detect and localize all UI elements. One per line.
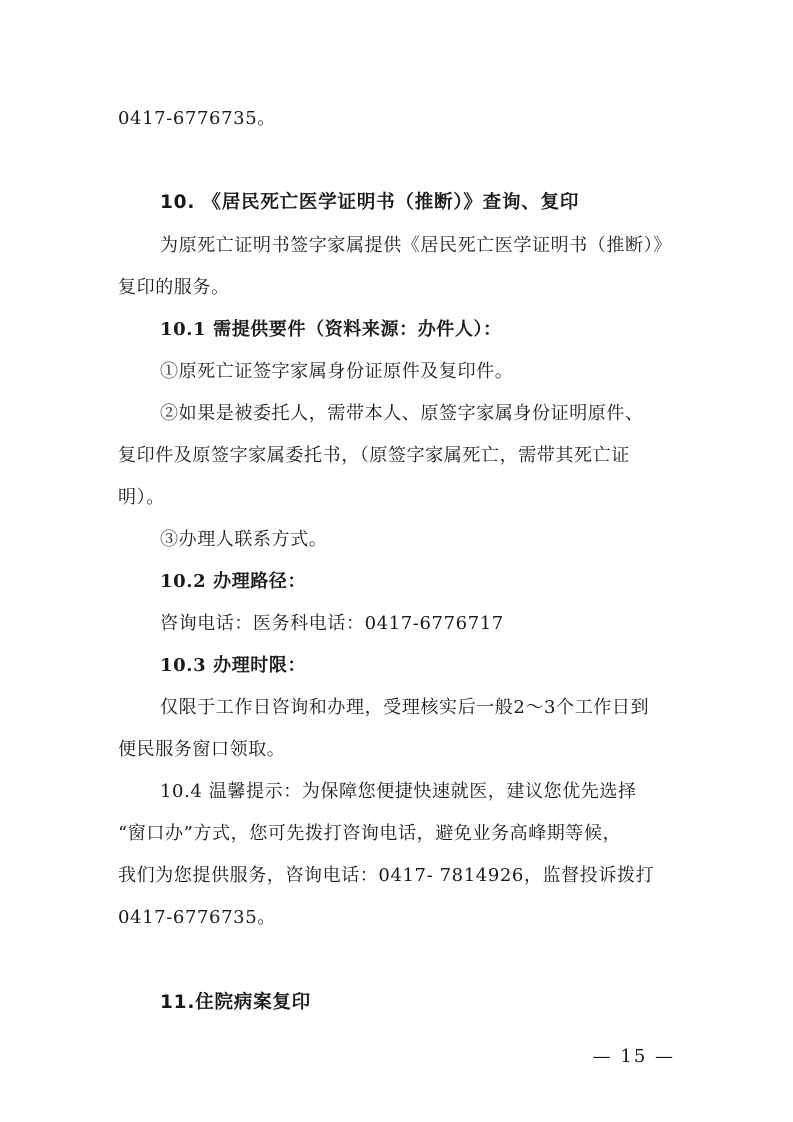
list-item: ①原死亡证签字家属身份证原件及复印件。 (160, 361, 514, 382)
list-item: ②如果是被委托人，需带本人、原签字家属身份证明原件、 (160, 403, 644, 424)
text-line: “窗口办”方式，您可先拨打咨询电话，避免业务高峰期等候， (118, 823, 622, 844)
section-heading-11: 11.住院病案复印 (160, 992, 311, 1013)
text-line: 便民服务窗口领取。 (118, 739, 286, 760)
text-line: 咨询电话：医务科电话：0417-6776717 (160, 613, 504, 634)
text-line: 仅限于工作日咨询和办理，受理核实后一般2～3个工作日到 (160, 697, 650, 718)
section-heading-10: 10. 《居民死亡医学证明书（推断）》查询、复印 (160, 192, 580, 213)
text-line: 明）。 (118, 487, 165, 508)
text-line: 复印件及原签字家属委托书，（原签字家属死亡，需带其死亡证 (118, 445, 630, 466)
text-line: 复印的服务。 (118, 277, 230, 298)
subheading-10-1: 10.1 需提供要件（资料来源：办件人）： (160, 319, 502, 340)
text-line: 我们为您提供服务，咨询电话：0417- 7814926，监督投诉拨打 (118, 865, 655, 886)
subheading-10-3: 10.3 办理时限： (160, 655, 307, 676)
page-number: — 15 — (592, 1046, 675, 1067)
text-line: 为原死亡证明书签字家属提供《居民死亡医学证明书（推断）》 (160, 235, 672, 256)
subheading-10-2: 10.2 办理路径： (160, 571, 307, 592)
subheading-10-4: 10.4 温馨提示：为保障您便捷快速就医，建议您优先选择 (160, 781, 637, 802)
text-line: 0417-6776735。 (118, 907, 276, 928)
text-line: 0417-6776735。 (118, 108, 276, 129)
list-item: ③办理人联系方式。 (160, 529, 328, 550)
